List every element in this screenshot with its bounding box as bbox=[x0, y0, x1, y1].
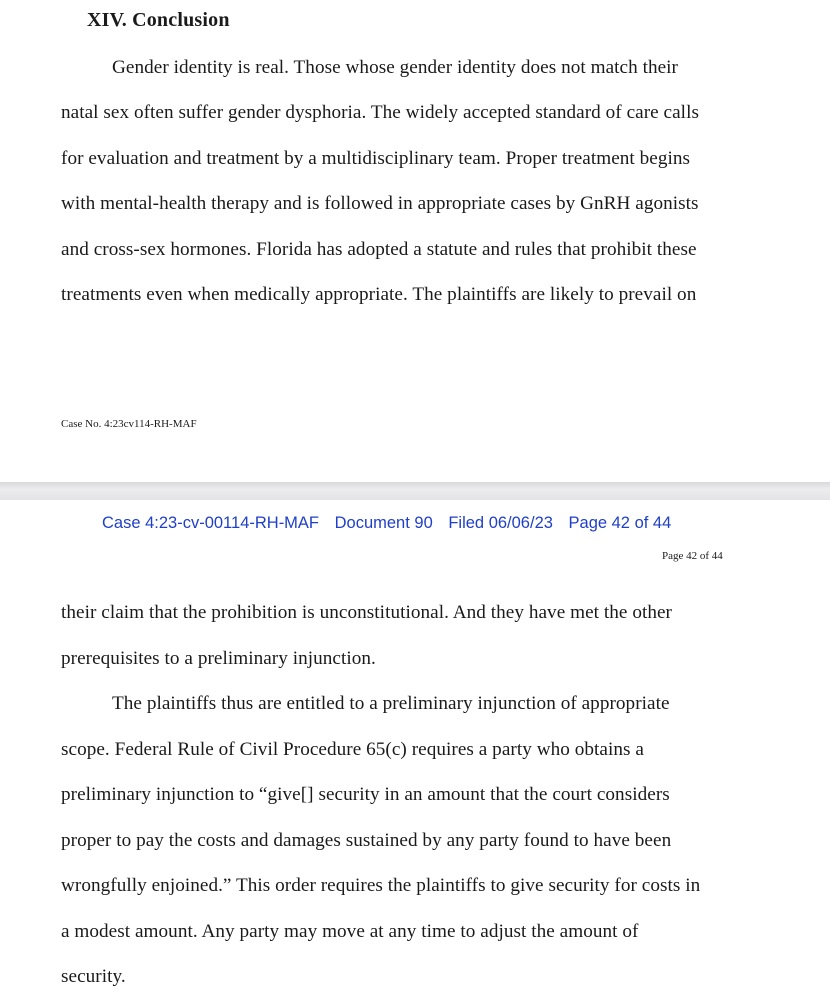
page-footer-case-number: Case No. 4:23cv114-RH-MAF bbox=[61, 418, 197, 430]
body-text-line: a modest amount. Any party may move at any time to adjust the amount of bbox=[61, 921, 639, 942]
body-text-line: with mental-health therapy and is followed in appropriate cases by GnRH agonists bbox=[61, 193, 699, 214]
body-text-line: natal sex often suffer gender dysphoria. The widely accepted standard of care calls bbox=[61, 102, 699, 123]
section-heading: XIV. Conclusion bbox=[87, 9, 230, 31]
body-text-line: their claim that the prohibition is unconstitutional. And they have met the other bbox=[61, 602, 672, 623]
ecf-page-count: Page 42 of 44 bbox=[568, 514, 672, 532]
body-text-line: wrongfully enjoined.” This order requires the plaintiffs to give security for costs in bbox=[61, 875, 701, 896]
body-text-line: Gender identity is real. Those whose gender identity does not match their bbox=[112, 57, 678, 78]
body-text-line: proper to pay the costs and damages sustained by any party found to have been bbox=[61, 830, 672, 851]
ecf-document-number: Document 90 bbox=[334, 514, 433, 532]
document-page-bottom bbox=[0, 500, 830, 1000]
body-text-line: treatments even when medically appropriate. The plaintiffs are likely to prevail on bbox=[61, 284, 697, 305]
body-text-line: scope. Federal Rule of Civil Procedure 65(c) requires a party who obtains a bbox=[61, 739, 644, 760]
ecf-case-number: Case 4:23-cv-00114-RH-MAF bbox=[102, 514, 320, 532]
body-text-line: The plaintiffs thus are entitled to a preliminary injunction of appropriate bbox=[112, 693, 670, 714]
body-text-line: and cross-sex hormones. Florida has adopted a statute and rules that prohibit these bbox=[61, 239, 697, 260]
body-text-line: security. bbox=[61, 966, 126, 987]
document-page-top bbox=[0, 0, 830, 482]
body-text-line: prerequisites to a preliminary injunction. bbox=[61, 648, 376, 669]
page-number: Page 42 of 44 bbox=[662, 550, 723, 562]
body-text-line: for evaluation and treatment by a multidisciplinary team. Proper treatment begins bbox=[61, 148, 691, 169]
ecf-filed-date: Filed 06/06/23 bbox=[448, 514, 553, 532]
page-separator bbox=[0, 482, 830, 500]
ecf-filing-header bbox=[102, 514, 682, 533]
body-text-line: preliminary injunction to “give[] security in an amount that the court considers bbox=[61, 784, 670, 805]
